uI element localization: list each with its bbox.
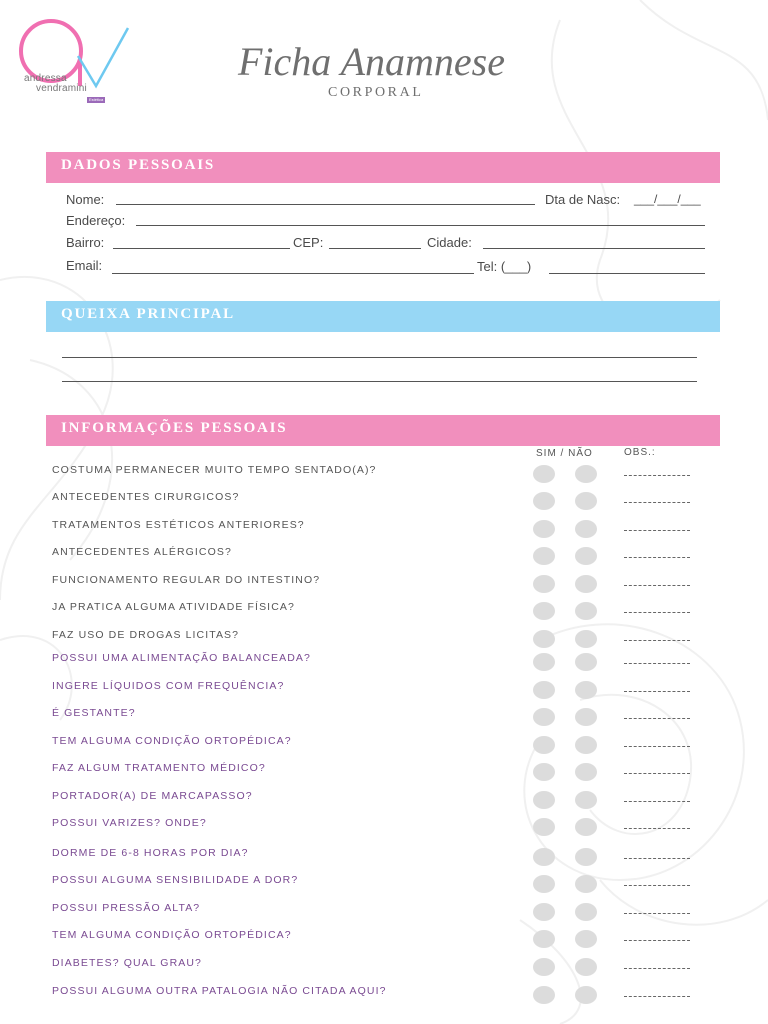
question-text: DORME DE 6-8 HORAS POR DIA? <box>52 847 249 859</box>
queixa-line-1[interactable] <box>62 357 697 358</box>
tel-label: Tel: (___) <box>477 259 532 274</box>
sim-option[interactable] <box>533 681 555 699</box>
obs-field[interactable] <box>624 773 690 774</box>
brand-name-line2: vendramini <box>36 83 87 94</box>
sim-option[interactable] <box>533 602 555 620</box>
nao-option[interactable] <box>575 791 597 809</box>
nao-option[interactable] <box>575 575 597 593</box>
section-informacoes-pessoais <box>46 415 720 446</box>
question-text: TEM ALGUMA CONDIÇÃO ORTOPÉDICA? <box>52 929 292 941</box>
obs-field[interactable] <box>624 718 690 719</box>
cep-field[interactable] <box>329 248 421 249</box>
question-text: FAZ USO DE DROGAS LICITAS? <box>52 629 240 641</box>
nao-option[interactable] <box>575 958 597 976</box>
section-queixa-title: QUEIXA PRINCIPAL <box>61 306 235 322</box>
obs-field[interactable] <box>624 585 690 586</box>
obs-field[interactable] <box>624 502 690 503</box>
nao-option[interactable] <box>575 818 597 836</box>
sim-option[interactable] <box>533 930 555 948</box>
sim-option[interactable] <box>533 848 555 866</box>
question-text: JA PRATICA ALGUMA ATIVIDADE FÍSICA? <box>52 601 295 613</box>
question-text: TEM ALGUMA CONDIÇÃO ORTOPÉDICA? <box>52 735 292 747</box>
queixa-line-2[interactable] <box>62 381 697 382</box>
nasc-label: Dta de Nasc: <box>545 192 621 207</box>
nasc-field[interactable]: ___/___/___ <box>634 192 701 206</box>
sim-option[interactable] <box>533 986 555 1004</box>
nao-option[interactable] <box>575 986 597 1004</box>
endereco-label: Endereço: <box>66 213 126 228</box>
sim-option[interactable] <box>533 575 555 593</box>
question-text: POSSUI VARIZES? ONDE? <box>52 817 207 829</box>
question-text: TRATAMENTOS ESTÉTICOS ANTERIORES? <box>52 519 305 531</box>
nao-option[interactable] <box>575 708 597 726</box>
question-text: ANTECEDENTES CIRURGICOS? <box>52 491 240 503</box>
question-text: POSSUI ALGUMA OUTRA PATALOGIA NÃO CITADA AQUI? <box>52 985 387 997</box>
nao-option[interactable] <box>575 681 597 699</box>
obs-field[interactable] <box>624 940 690 941</box>
sim-option[interactable] <box>533 736 555 754</box>
obs-field[interactable] <box>624 828 690 829</box>
nao-option[interactable] <box>575 602 597 620</box>
obs-field[interactable] <box>624 612 690 613</box>
obs-field[interactable] <box>624 557 690 558</box>
nao-option[interactable] <box>575 763 597 781</box>
question-text: FUNCIONAMENTO REGULAR DO INTESTINO? <box>52 574 321 586</box>
question-text: ANTECEDENTES ALÉRGICOS? <box>52 546 232 558</box>
nome-field[interactable] <box>116 204 535 205</box>
sim-option[interactable] <box>533 630 555 648</box>
sim-option[interactable] <box>533 791 555 809</box>
section-queixa-principal <box>46 301 720 332</box>
sim-nao-header: SIM / NÃO <box>536 448 593 459</box>
nao-option[interactable] <box>575 903 597 921</box>
question-text: PORTADOR(A) DE MARCAPASSO? <box>52 790 253 802</box>
section-info-title: INFORMAÇÕES PESSOAIS <box>61 420 288 436</box>
nao-option[interactable] <box>575 520 597 538</box>
nao-option[interactable] <box>575 736 597 754</box>
sim-option[interactable] <box>533 547 555 565</box>
nao-option[interactable] <box>575 930 597 948</box>
bairro-field[interactable] <box>113 248 290 249</box>
cidade-label: Cidade: <box>427 235 472 250</box>
sim-option[interactable] <box>533 653 555 671</box>
nao-option[interactable] <box>575 875 597 893</box>
obs-field[interactable] <box>624 996 690 997</box>
obs-field[interactable] <box>624 663 690 664</box>
question-text: INGERE LÍQUIDOS COM FREQUÊNCIA? <box>52 680 285 692</box>
bairro-label: Bairro: <box>66 235 105 250</box>
cidade-field[interactable] <box>483 248 705 249</box>
nao-option[interactable] <box>575 630 597 648</box>
section-dados-pessoais <box>46 152 720 183</box>
sim-option[interactable] <box>533 465 555 483</box>
brand-name <box>24 74 87 94</box>
email-field[interactable] <box>112 273 474 274</box>
question-text: COSTUMA PERMANECER MUITO TEMPO SENTADO(A)? <box>52 464 377 476</box>
obs-field[interactable] <box>624 691 690 692</box>
brand-logo <box>18 16 133 108</box>
obs-field[interactable] <box>624 801 690 802</box>
obs-header: OBS.: <box>624 447 656 458</box>
nao-option[interactable] <box>575 547 597 565</box>
cep-label: CEP: <box>293 235 324 250</box>
email-label: Email: <box>66 258 103 273</box>
sim-option[interactable] <box>533 763 555 781</box>
obs-field[interactable] <box>624 530 690 531</box>
section-dados-title: DADOS PESSOAIS <box>61 157 215 173</box>
page-title-text: Ficha Anamnese <box>238 39 505 84</box>
question-text: FAZ ALGUM TRATAMENTO MÉDICO? <box>52 762 266 774</box>
question-text: DIABETES? QUAL GRAU? <box>52 957 202 969</box>
nome-label: Nome: <box>66 192 105 207</box>
sim-option[interactable] <box>533 818 555 836</box>
obs-field[interactable] <box>624 968 690 969</box>
sim-option[interactable] <box>533 958 555 976</box>
nao-option[interactable] <box>575 848 597 866</box>
nao-option[interactable] <box>575 653 597 671</box>
brand-tagline: Estética <box>89 97 104 102</box>
brand-name-line1: andressa <box>24 73 67 84</box>
sim-option[interactable] <box>533 708 555 726</box>
obs-field[interactable] <box>624 885 690 886</box>
tel-field[interactable] <box>549 273 705 274</box>
obs-field[interactable] <box>624 913 690 914</box>
nao-option[interactable] <box>575 492 597 510</box>
question-text: POSSUI UMA ALIMENTAÇÃO BALANCEADA? <box>52 652 311 664</box>
obs-field[interactable] <box>624 858 690 859</box>
nao-option[interactable] <box>575 465 597 483</box>
sim-option[interactable] <box>533 520 555 538</box>
sim-option[interactable] <box>533 903 555 921</box>
obs-field[interactable] <box>624 475 690 476</box>
sim-option[interactable] <box>533 492 555 510</box>
obs-field[interactable] <box>624 746 690 747</box>
question-text: POSSUI PRESSÃO ALTA? <box>52 902 201 914</box>
endereco-field[interactable] <box>136 225 705 226</box>
page-subtitle: CORPORAL <box>328 85 424 100</box>
question-text: POSSUI ALGUMA SENSIBILIDADE A DOR? <box>52 874 299 886</box>
question-text: É GESTANTE? <box>52 707 136 719</box>
sim-option[interactable] <box>533 875 555 893</box>
obs-field[interactable] <box>624 640 690 641</box>
